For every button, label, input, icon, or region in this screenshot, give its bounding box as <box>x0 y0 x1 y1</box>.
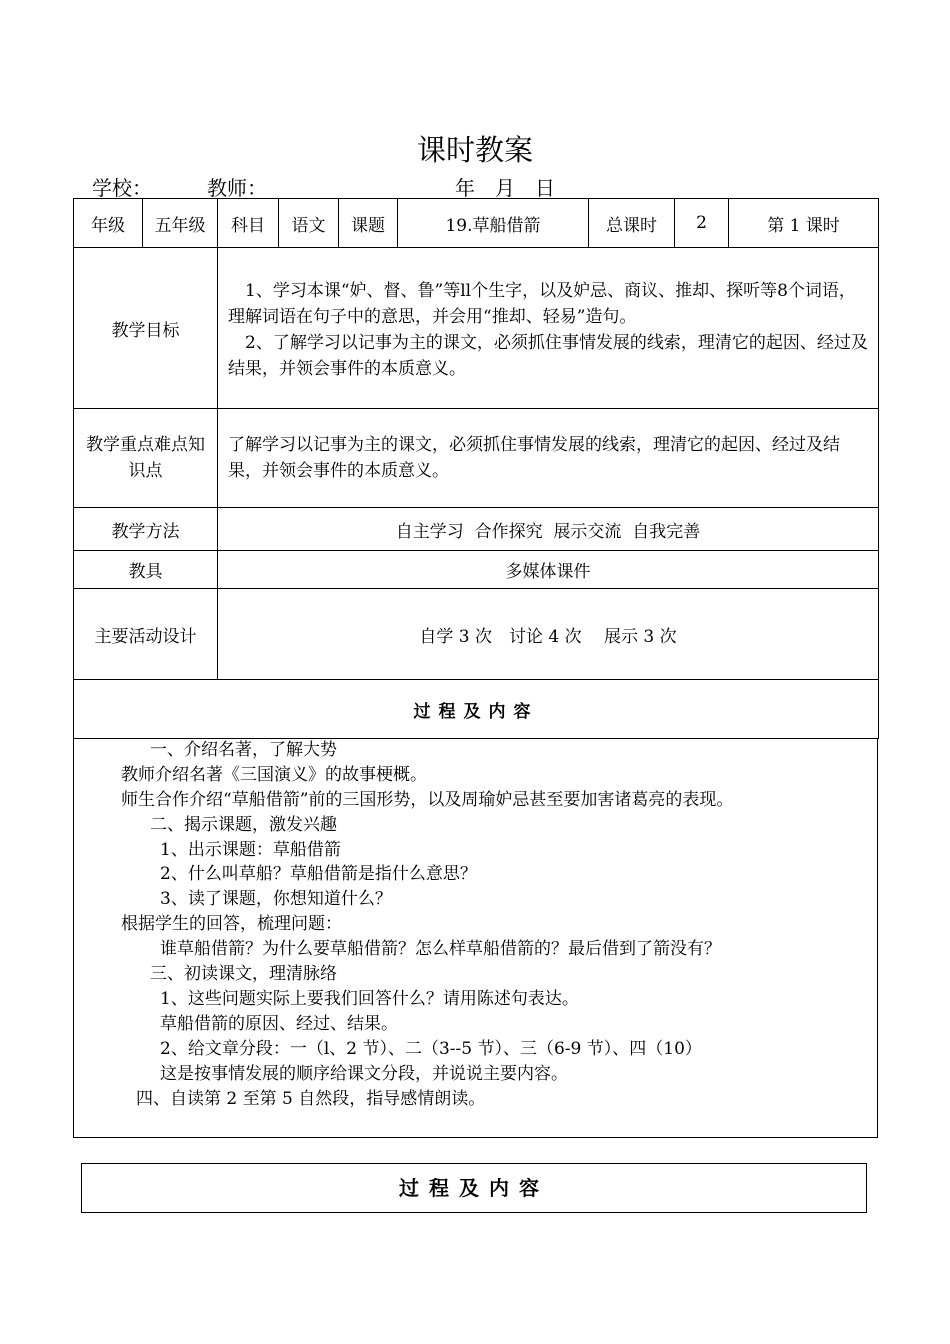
process-title-2: 过程及内容 <box>81 1163 867 1213</box>
page-title: 课时教案 <box>416 133 533 167</box>
process-line: 草船借箭的原因、经过、结果。 <box>160 1014 398 1034</box>
process-line: 2、什么叫草船？草船借箭是指什么意思？ <box>160 864 477 884</box>
process-line: 三、初读课文，理清脉络 <box>150 964 337 984</box>
key-points-content: 了解学习以记事为主的课文，必须抓住事情发展的线索，理清它的起因、经过及结果，并领会事件的本质意义。 <box>218 409 879 508</box>
tools-label: 教具 <box>74 551 218 589</box>
objectives-row <box>74 248 879 409</box>
process-line: 四、自读第 2 至第 5 自然段，指导感情朗读。 <box>136 1089 486 1109</box>
process-line: 教师介绍名著《三国演义》的故事梗概。 <box>121 765 427 785</box>
total-hours-label: 总课时 <box>589 199 675 248</box>
process-line: 1、这些问题实际上要我们回答什么？请用陈述句表达。 <box>160 989 579 1009</box>
key-points-row <box>74 409 879 508</box>
process-line: 3、读了课题，你想知道什么？ <box>160 889 392 909</box>
process-title-row <box>74 680 879 739</box>
method-row <box>74 508 879 551</box>
activities-row <box>74 589 879 680</box>
tools-row <box>74 551 879 589</box>
teacher-label: 教师： <box>207 176 267 200</box>
process-line: 师生合作介绍“草船借箭”前的三国形势，以及周瑜妒忌甚至要加害诸葛亮的表现。 <box>121 790 734 810</box>
header-row <box>74 199 879 248</box>
process-line: 这是按事情发展的顺序给课文分段，并说说主要内容。 <box>160 1064 568 1084</box>
process-line: 根据学生的回答，梳理问题： <box>121 914 342 934</box>
process-line: 一、介绍名著，了解大势 <box>150 740 337 760</box>
activities-label: 主要活动设计 <box>74 589 218 680</box>
tools-content: 多媒体课件 <box>218 551 879 589</box>
subject-value: 语文 <box>279 199 339 248</box>
subject-label: 科目 <box>218 199 279 248</box>
process-line: 谁草船借箭？为什么要草船借箭？怎么样草船借箭的？最后借到了箭没有？ <box>160 939 721 959</box>
process-content <box>73 738 878 1138</box>
total-hours-value: 2 <box>675 199 729 248</box>
objectives-label: 教学目标 <box>74 248 218 409</box>
process-title: 过程及内容 <box>74 680 879 739</box>
grade-value: 五年级 <box>143 199 218 248</box>
method-label: 教学方法 <box>74 508 218 551</box>
objective-1: 1、学习本课“妒、督、鲁”等ll个生字，以及妒忌、商议、推却、探听等8个词语，理解词语在句子中的意思，并会用“推却、轻易”造句。 <box>228 281 856 327</box>
objectives-content <box>218 248 879 409</box>
school-label: 学校： <box>92 176 152 200</box>
process-line: 2、给文章分段：一（l、2 节）、二（3--5 节）、三（6-9 节）、四（10） <box>160 1039 702 1059</box>
grade-label: 年级 <box>74 199 143 248</box>
key-points-label: 教学重点难点知识点 <box>74 409 218 508</box>
objective-2: 2、了解学习以记事为主的课文，必须抓住事情发展的线索，理清它的起因、经过及结果，并领会事件的本质意义。 <box>228 333 868 379</box>
lesson-plan-table <box>73 198 879 739</box>
lesson-number: 第 1 课时 <box>729 199 879 248</box>
topic-value: 19.草船借箭 <box>398 199 589 248</box>
activities-content: 自学 3 次 讨论 4 次 展示 3 次 <box>218 589 879 680</box>
topic-label: 课题 <box>339 199 398 248</box>
process-line: 1、出示课题：草船借箭 <box>160 840 341 860</box>
process-line: 二、揭示课题，激发兴趣 <box>150 815 337 835</box>
date-label: 年 月 日 <box>455 176 555 200</box>
method-content: 自主学习 合作探究 展示交流 自我完善 <box>218 508 879 551</box>
